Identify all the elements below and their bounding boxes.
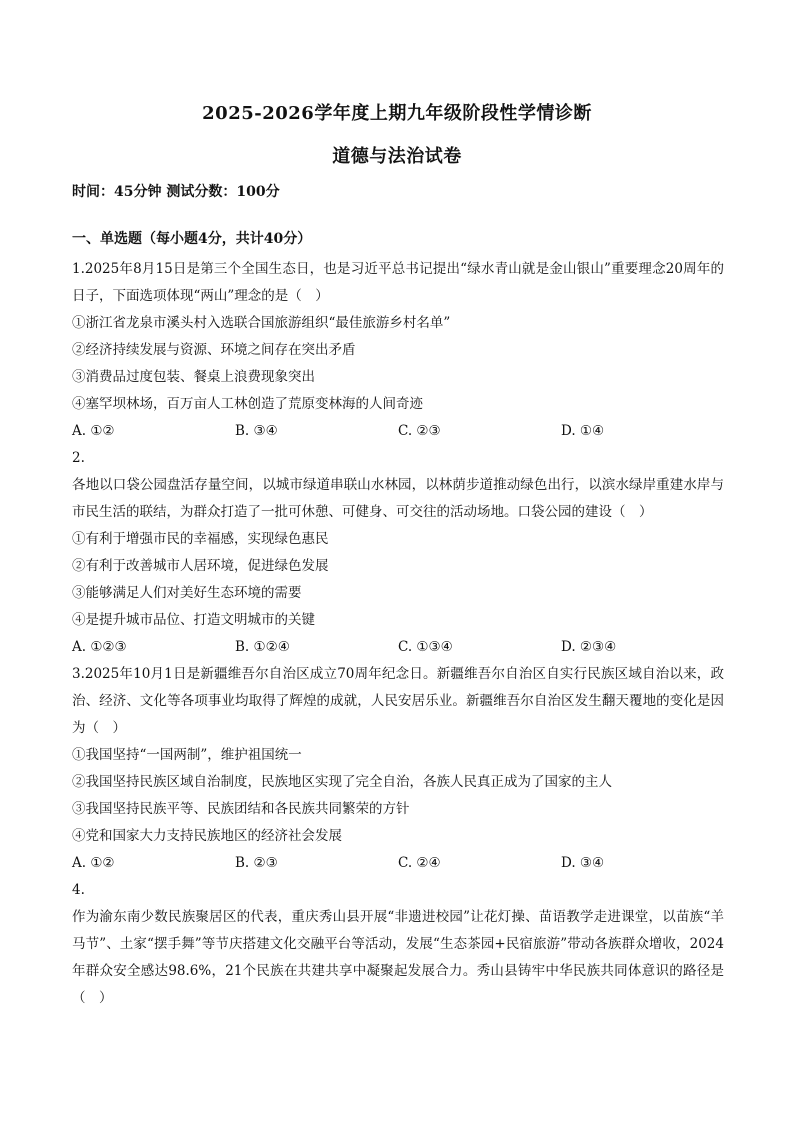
option-a[interactable]: A. ①② xyxy=(72,423,115,439)
answer-options xyxy=(72,418,724,445)
option-d[interactable]: D. ①④ xyxy=(561,423,605,439)
option-c[interactable]: C. ②③ xyxy=(398,423,441,439)
statement-3: ③消费品过度包装、餐桌上浪费现象突出 xyxy=(72,369,315,385)
question-3 xyxy=(72,661,724,877)
option-d[interactable]: D. ②③④ xyxy=(561,639,617,655)
question-stem: 各地以口袋公园盘活存量空间，以城市绿道串联山水林园，以林荫步道推动绿色出行，以滨水绿岸重建水岸与市民生活的联结，为群众打造了一批可休憩、可健身、可交往的活动场地。口袋公园的建设（ ） xyxy=(72,477,724,520)
question-2 xyxy=(72,445,724,661)
answer-options xyxy=(72,634,724,661)
statement-4: ④塞罕坝林场，百万亩人工林创造了荒原变林海的人间奇迹 xyxy=(72,396,423,412)
statement-1: ①有利于增强市民的幸福感，实现绿色惠民 xyxy=(72,531,329,547)
option-b[interactable]: B. ③④ xyxy=(235,423,278,439)
question-stem: 作为渝东南少数民族聚居区的代表，重庆秀山县开展“非遗进校园”让花灯操、苗语教学走进课堂，以苗族“羊马节”、土家“摆手舞”等节庆搭建文化交融平台等活动，发展“生态茶园+民宿旅游”带动各族群众增收，2024年群众安全感达98.6%，21个民族在共建共享中凝聚起发展合力。秀山县铸牢中华民族共同体意识的路径是（ ） xyxy=(72,909,724,1006)
option-b[interactable]: B. ②③ xyxy=(235,855,278,871)
question-number: 2. xyxy=(72,450,85,466)
statement-2: ②有利于改善城市人居环境，促进绿色发展 xyxy=(72,558,329,574)
question-number: 4. xyxy=(72,882,85,898)
exam-title: 2025-2026学年度上期九年级阶段性学情诊断 xyxy=(202,103,592,124)
question-stem: 3.2025年10月1日是新疆维吾尔自治区成立70周年纪念日。新疆维吾尔自治区自实行民族区域自治以来，政治、经济、文化等各项事业均取得了辉煌的成就，人民安居乐业。新疆维吾尔自治区发生翻天覆地的变化是因为（ ） xyxy=(72,666,724,736)
statement-4: ④是提升城市品位、打造文明城市的关键 xyxy=(72,612,315,628)
question-stem: 1.2025年8月15日是第三个全国生态日，也是习近平总书记提出“绿水青山就是金山银山”重要理念20周年的日子，下面选项体现“两山”理念的是（ ） xyxy=(72,261,724,304)
exam-subject: 道德与法治试卷 xyxy=(332,146,462,167)
statement-1: ①浙江省龙泉市溪头村入选联合国旅游组织“最佳旅游乡村名单” xyxy=(72,315,451,331)
statement-1: ①我国坚持“一国两制”，维护祖国统一 xyxy=(72,747,302,763)
statement-2: ②经济持续发展与资源、环境之间存在突出矛盾 xyxy=(72,342,356,358)
statement-4: ④党和国家大力支持民族地区的经济社会发展 xyxy=(72,828,342,844)
option-a[interactable]: A. ①②③ xyxy=(72,639,127,655)
section-heading: 一、单选题（每小题4分，共计40分） xyxy=(72,231,312,247)
statement-3: ③能够满足人们对美好生态环境的需要 xyxy=(72,585,302,601)
statement-2: ②我国坚持民族区域自治制度，民族地区实现了完全自治，各族人民真正成为了国家的主人 xyxy=(72,774,612,790)
option-b[interactable]: B. ①②④ xyxy=(235,639,290,655)
option-c[interactable]: C. ②④ xyxy=(398,855,441,871)
answer-options xyxy=(72,850,724,877)
option-a[interactable]: A. ①② xyxy=(72,855,115,871)
statement-3: ③我国坚持民族平等、民族团结和各民族共同繁荣的方针 xyxy=(72,801,410,817)
question-list xyxy=(72,256,724,1012)
option-d[interactable]: D. ③④ xyxy=(561,855,605,871)
question-4 xyxy=(72,877,724,1012)
exam-time-score: 时间：45分钟 测试分数：100分 xyxy=(72,184,280,200)
option-c[interactable]: C. ①③④ xyxy=(398,639,453,655)
question-1 xyxy=(72,256,724,445)
